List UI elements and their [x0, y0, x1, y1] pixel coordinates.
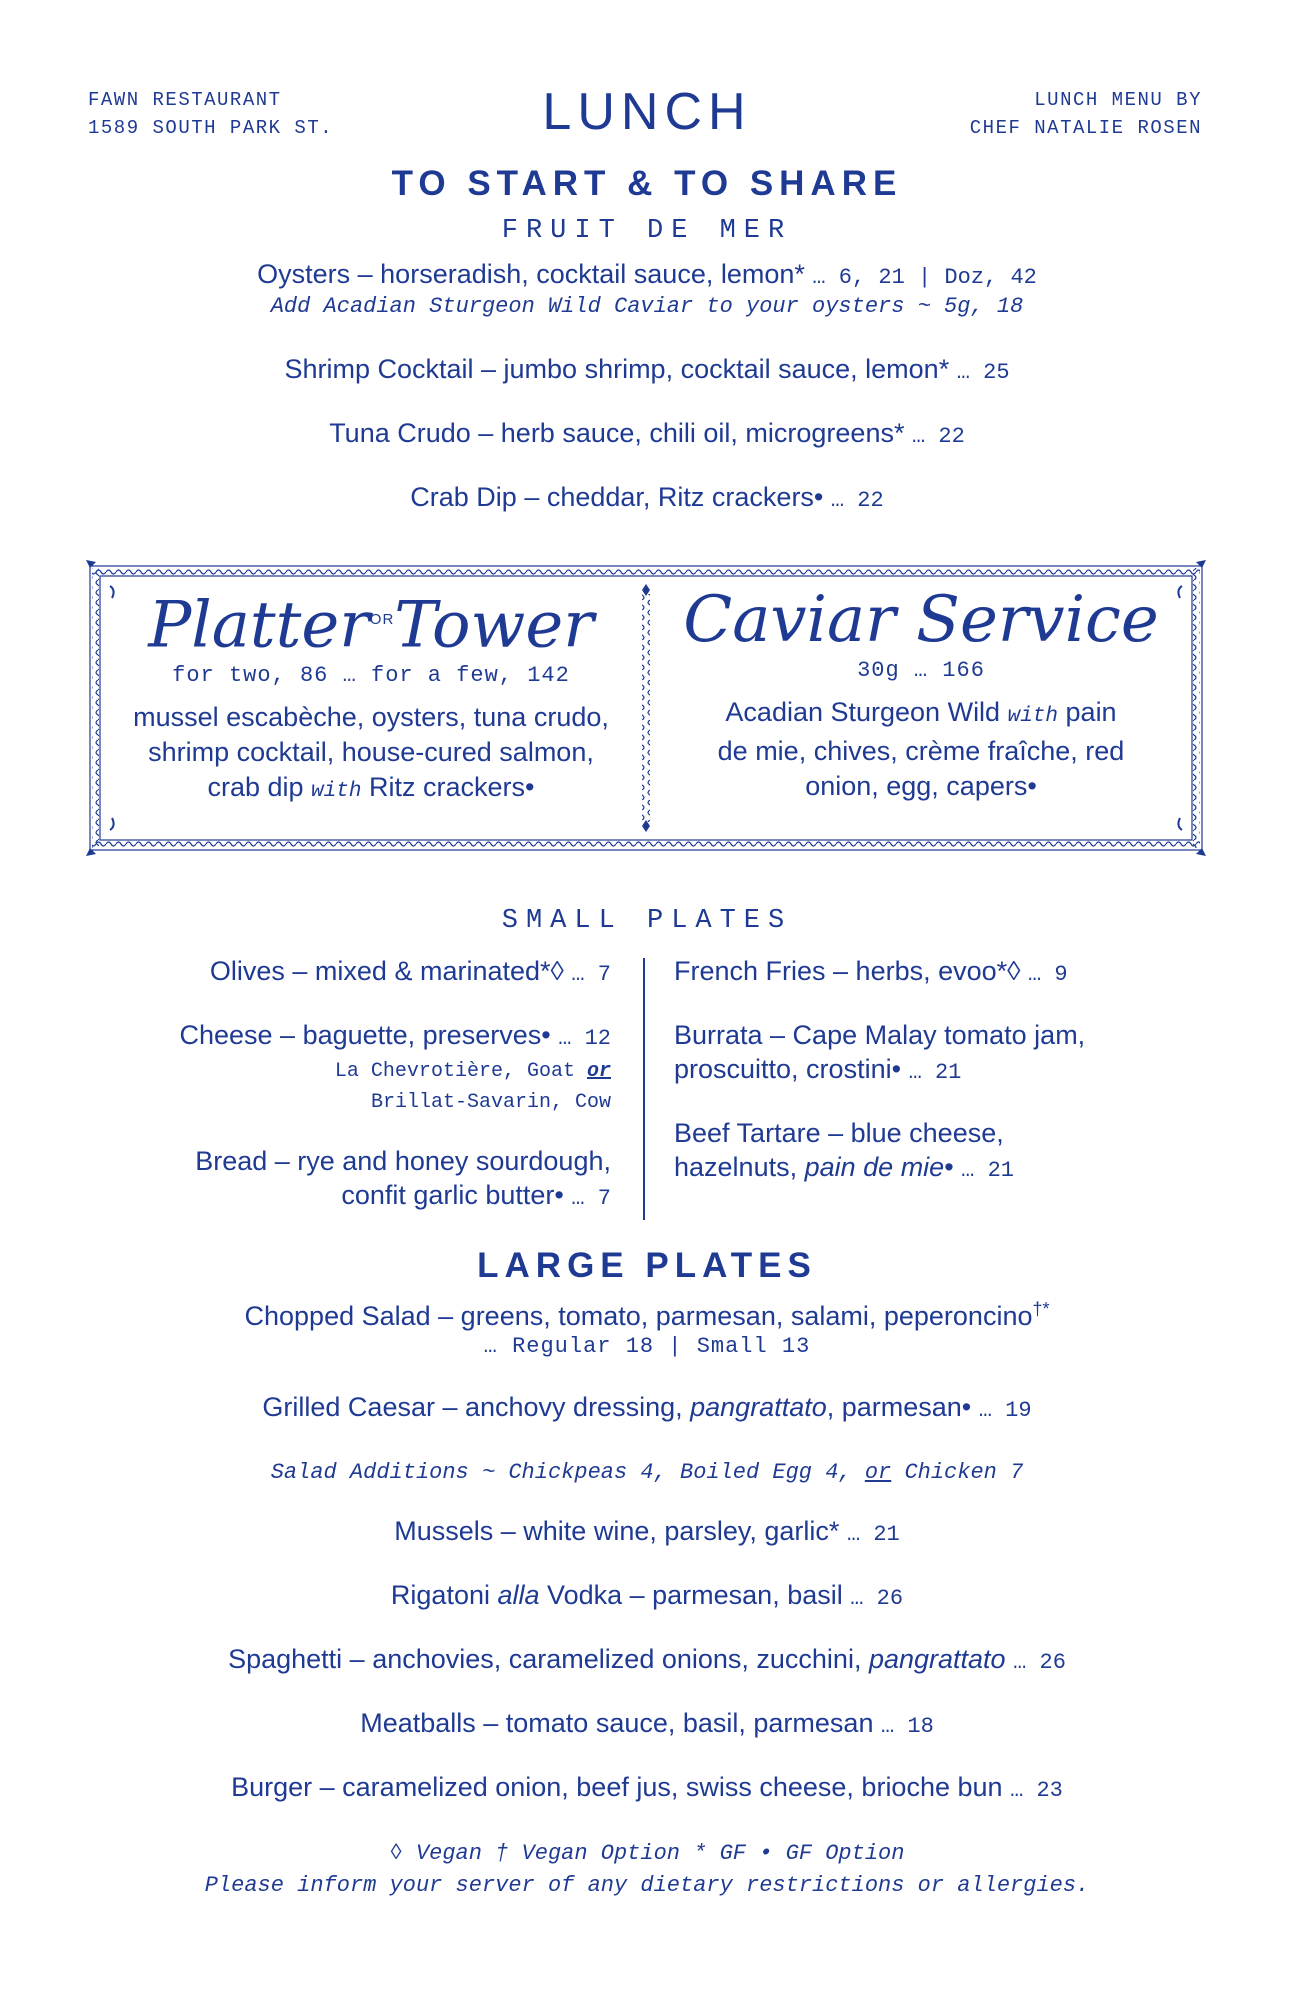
item-price: … Regular 18 | Small 13	[483, 1334, 811, 1359]
allergy-notice: Please inform your server of any dietary restrictions or allergies.	[204, 1873, 1090, 1898]
item-text-a: Rigatoni	[390, 1580, 490, 1610]
legend-symbols: ◊ Vegan † Vegan Option * GF • GF Option	[389, 1841, 905, 1866]
menu-item-french-fries	[674, 954, 1234, 992]
bread-line2-text: confit garlic butter•	[341, 1180, 564, 1210]
item-text: Olives – mixed & marinated*◊	[209, 956, 564, 986]
menu-item-beef-tartare	[674, 1116, 1234, 1188]
cheese-sub-1	[51, 1056, 611, 1087]
item-price: … 18	[880, 1714, 934, 1739]
menu-item-mussels	[0, 1514, 1294, 1552]
item-text: French Fries – herbs, evoo*◊	[674, 956, 1021, 986]
cheese-goat: La Chevrotière, Goat	[334, 1060, 575, 1083]
section-title-large-plates: LARGE PLATES	[477, 1246, 817, 1285]
caviar-desc-line1	[656, 695, 1186, 734]
additions-text-a: Salad Additions ~ Chickpeas 4, Boiled Egg 4,	[270, 1460, 852, 1485]
item-price: … 21	[908, 1060, 962, 1085]
caviar-description	[656, 695, 1186, 804]
cheese-line	[51, 1018, 611, 1056]
menu-item-grilled-caesar	[0, 1390, 1294, 1428]
credit-line-2: CHEF NATALIE ROSEN	[969, 117, 1202, 139]
chef-credit	[970, 86, 1202, 142]
caviar-with: with	[1007, 705, 1059, 728]
platter-title-b: Tower	[394, 588, 594, 663]
item-marks: †*	[1032, 1299, 1050, 1319]
caviar-title: Caviar Service	[683, 583, 1159, 657]
oysters-caviar-note: Add Acadian Sturgeon Wild Caviar to your oysters ~ 5g, 18	[270, 294, 1024, 319]
item-price: … 21	[846, 1522, 900, 1547]
item-text-a: Spaghetti – anchovies, caramelized onions, zucchini,	[228, 1644, 862, 1674]
platter-description	[106, 700, 636, 809]
menu-item-shrimp-cocktail	[0, 352, 1294, 390]
item-text-italic: pangrattato	[690, 1392, 827, 1422]
item-text: Crab Dip – cheddar, Ritz crackers•	[410, 482, 824, 512]
item-text: Chopped Salad – greens, tomato, parmesan, salami, peperoncino	[244, 1301, 1033, 1331]
platter-title-or: OR	[369, 611, 395, 628]
item-text: Meatballs – tomato sauce, basil, parmesan	[360, 1708, 874, 1738]
menu-item-rigatoni	[0, 1578, 1294, 1616]
item-text: Tuna Crudo – herb sauce, chili oil, microgreens*	[329, 418, 905, 448]
item-price: … 21	[961, 1158, 1014, 1183]
caviar-desc-line2: de mie, chives, crème fraîche, red	[717, 736, 1125, 766]
cheese-sub-2: Brillat-Savarin, Cow	[370, 1091, 611, 1114]
item-text: Shrimp Cocktail – jumbo shrimp, cocktail sauce, lemon*	[284, 354, 950, 384]
caviar-panel	[656, 580, 1186, 804]
item-price: … 19	[978, 1398, 1032, 1423]
platter-sizes: for two, 86 … for a few, 142	[172, 663, 570, 689]
item-text: Burger – caramelized onion, beef jus, swiss cheese, brioche bun	[231, 1772, 1003, 1802]
chopped-salad-price	[0, 1334, 1294, 1359]
menu-item-burrata	[674, 1018, 1234, 1090]
platter-desc-line3a: crab dip	[207, 772, 304, 803]
menu-item-tuna-crudo	[0, 416, 1294, 454]
item-price: … 7	[571, 962, 611, 987]
menu-item-olives	[51, 954, 611, 992]
restaurant-address: 1589 SOUTH PARK ST.	[88, 117, 334, 139]
caviar-size: 30g … 166	[857, 658, 985, 683]
section-title-start-share: TO START & TO SHARE	[391, 164, 903, 203]
bread-line2	[51, 1178, 611, 1216]
item-price: … 26	[850, 1586, 904, 1611]
small-plates-divider	[643, 958, 645, 1220]
menu-item-oysters	[0, 257, 1294, 295]
item-price: … 22	[911, 424, 965, 449]
item-price: … 26	[1013, 1650, 1066, 1675]
platter-desc-line3	[106, 770, 636, 809]
burrata-line2-text: proscuitto, crostini•	[674, 1054, 902, 1084]
credit-line-1: LUNCH MENU BY	[1034, 89, 1202, 111]
menu-item-crab-dip	[0, 480, 1294, 518]
menu-item-cheese	[51, 1018, 611, 1118]
restaurant-name: FAWN RESTAURANT	[88, 89, 282, 111]
caviar-desc-line1a: Acadian Sturgeon Wild	[725, 697, 1001, 727]
item-text-b: , parmesan•	[826, 1392, 972, 1422]
burrata-line2	[674, 1052, 1234, 1090]
item-price: … 6, 21 | Doz, 42	[812, 265, 1037, 290]
burrata-line1: Burrata – Cape Malay tomato jam,	[674, 1020, 1086, 1050]
platter-desc-line2: shrimp cocktail, house-cured salmon,	[148, 737, 594, 768]
platter-desc-line1: mussel escabèche, oysters, tuna crudo,	[133, 702, 609, 733]
item-price: … 12	[558, 1026, 611, 1051]
item-text-b: Vodka – parmesan, basil	[547, 1580, 843, 1610]
platter-title-a: Platter	[148, 588, 370, 663]
tartare-line2a: hazelnuts,	[674, 1152, 798, 1182]
platter-with: with	[311, 780, 362, 804]
menu-item-spaghetti	[0, 1642, 1294, 1680]
tartare-line1: Beef Tartare – blue cheese,	[674, 1118, 1004, 1148]
platter-panel	[106, 580, 636, 809]
section-title-small-plates: SMALL PLATES	[501, 906, 793, 936]
item-text: Oysters – horseradish, cocktail sauce, lemon*	[257, 259, 805, 289]
caviar-desc-line1b: pain	[1065, 697, 1117, 727]
item-price: … 25	[956, 360, 1010, 385]
item-text-italic: alla	[497, 1580, 540, 1610]
caviar-desc-line3: onion, egg, capers•	[805, 771, 1037, 801]
item-text: Cheese – baguette, preserves•	[179, 1020, 551, 1050]
tartare-gf-mark: •	[944, 1152, 954, 1182]
platter-desc-line3b: Ritz crackers•	[369, 772, 535, 803]
menu-item-meatballs	[0, 1706, 1294, 1744]
additions-text-b: Chicken 7	[904, 1460, 1024, 1485]
tartare-pain-de-mie: pain de mie	[804, 1152, 945, 1182]
bread-line1: Bread – rye and honey sourdough,	[195, 1146, 611, 1176]
menu-item-bread	[51, 1144, 611, 1216]
platter-caviar-frame	[86, 560, 1206, 856]
item-price: … 22	[830, 488, 884, 513]
menu-item-burger	[0, 1770, 1294, 1808]
subtitle-fruit-de-mer: FRUIT DE MER	[501, 216, 793, 246]
dietary-legend	[0, 1838, 1294, 1902]
item-price: … 9	[1028, 962, 1068, 987]
salad-additions-note	[0, 1460, 1294, 1485]
item-price: … 7	[571, 1186, 611, 1211]
page-title: LUNCH	[542, 83, 752, 141]
additions-or: or	[864, 1460, 892, 1485]
item-price: … 23	[1010, 1778, 1063, 1803]
cheese-or: or	[586, 1060, 611, 1083]
platter-title	[106, 580, 636, 665]
tartare-line2	[674, 1150, 1234, 1188]
item-text-italic: pangrattato	[868, 1644, 1006, 1674]
item-text: Mussels – white wine, parsley, garlic*	[394, 1516, 840, 1546]
item-text-a: Grilled Caesar – anchovy dressing,	[262, 1392, 683, 1422]
menu-item-chopped-salad	[0, 1292, 1294, 1333]
